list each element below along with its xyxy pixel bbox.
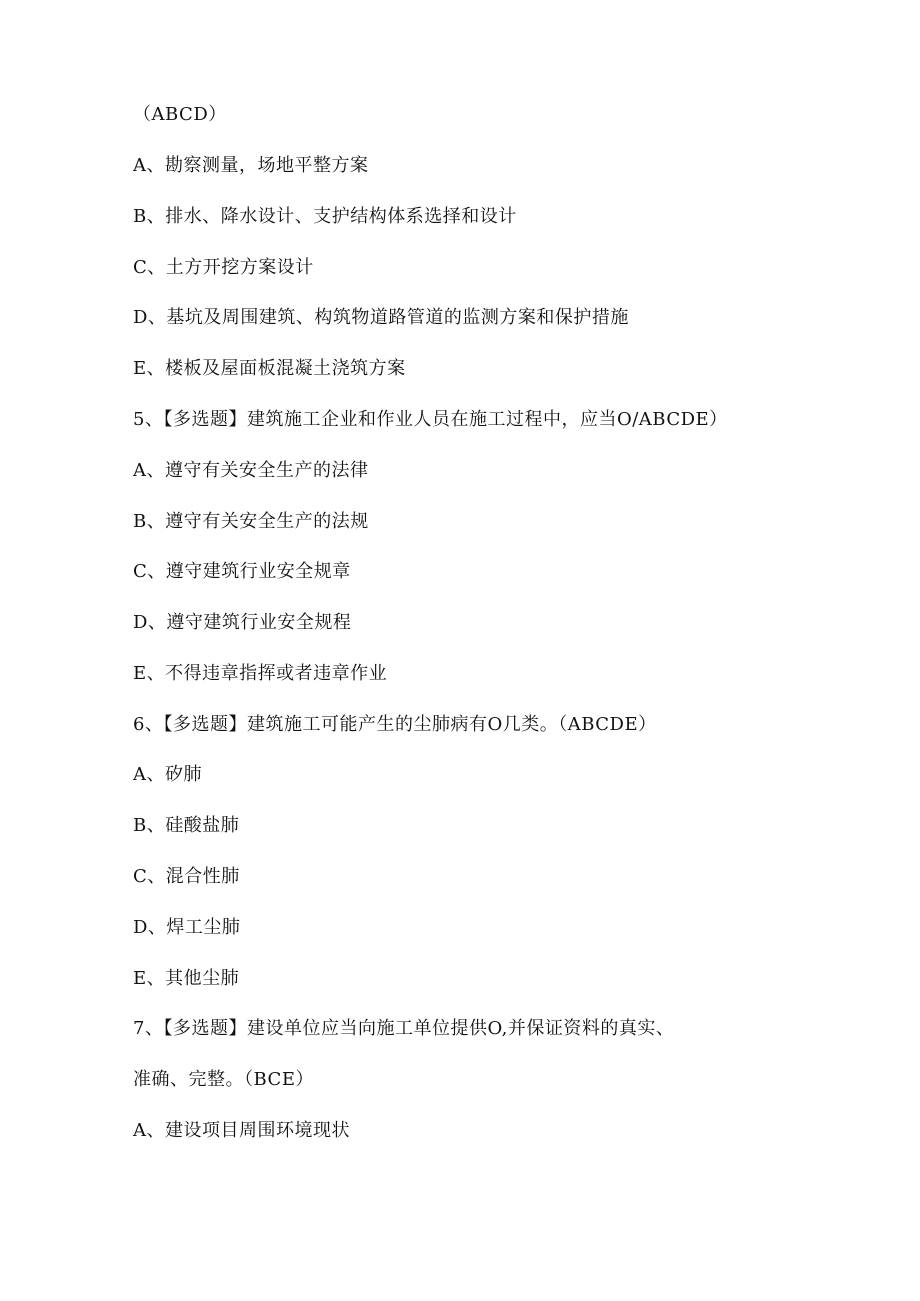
answer-line: （ABCD） (133, 104, 227, 125)
option-line: E、其他尘肺 (133, 968, 240, 989)
option-line: E、不得违章指挥或者违章作业 (133, 663, 388, 684)
question-line: 6、【多选题】建筑施工可能产生的尘肺病有O几类。（ABCDE） (133, 714, 657, 735)
question-line: 7、【多选题】建设单位应当向施工单位提供O,并保证资料的真实、 (133, 1018, 675, 1039)
option-line: C、土方开挖方案设计 (133, 257, 314, 278)
question-line: 5、【多选题】建筑施工企业和作业人员在施工过程中，应当O/ABCDE） (133, 409, 728, 430)
question-continuation-line: 准确、完整。（BCE） (133, 1069, 314, 1090)
option-line: D、遵守建筑行业安全规程 (133, 612, 352, 633)
option-line: A、遵守有关安全生产的法律 (133, 460, 369, 481)
option-line: D、基坑及周围建筑、构筑物道路管道的监测方案和保护措施 (133, 307, 629, 328)
option-line: B、遵守有关安全生产的法规 (133, 511, 369, 532)
option-line: A、建设项目周围环境现状 (133, 1120, 350, 1141)
option-line: C、遵守建筑行业安全规章 (133, 561, 351, 582)
option-line: A、矽肺 (133, 764, 202, 785)
option-line: A、勘察测量，场地平整方案 (133, 155, 369, 176)
option-line: D、焊工尘肺 (133, 917, 241, 938)
option-line: E、楼板及屋面板混凝土浇筑方案 (133, 358, 406, 379)
option-line: B、排水、降水设计、支护结构体系选择和设计 (133, 206, 517, 227)
option-line: B、硅酸盐肺 (133, 815, 240, 836)
option-line: C、混合性肺 (133, 866, 240, 887)
